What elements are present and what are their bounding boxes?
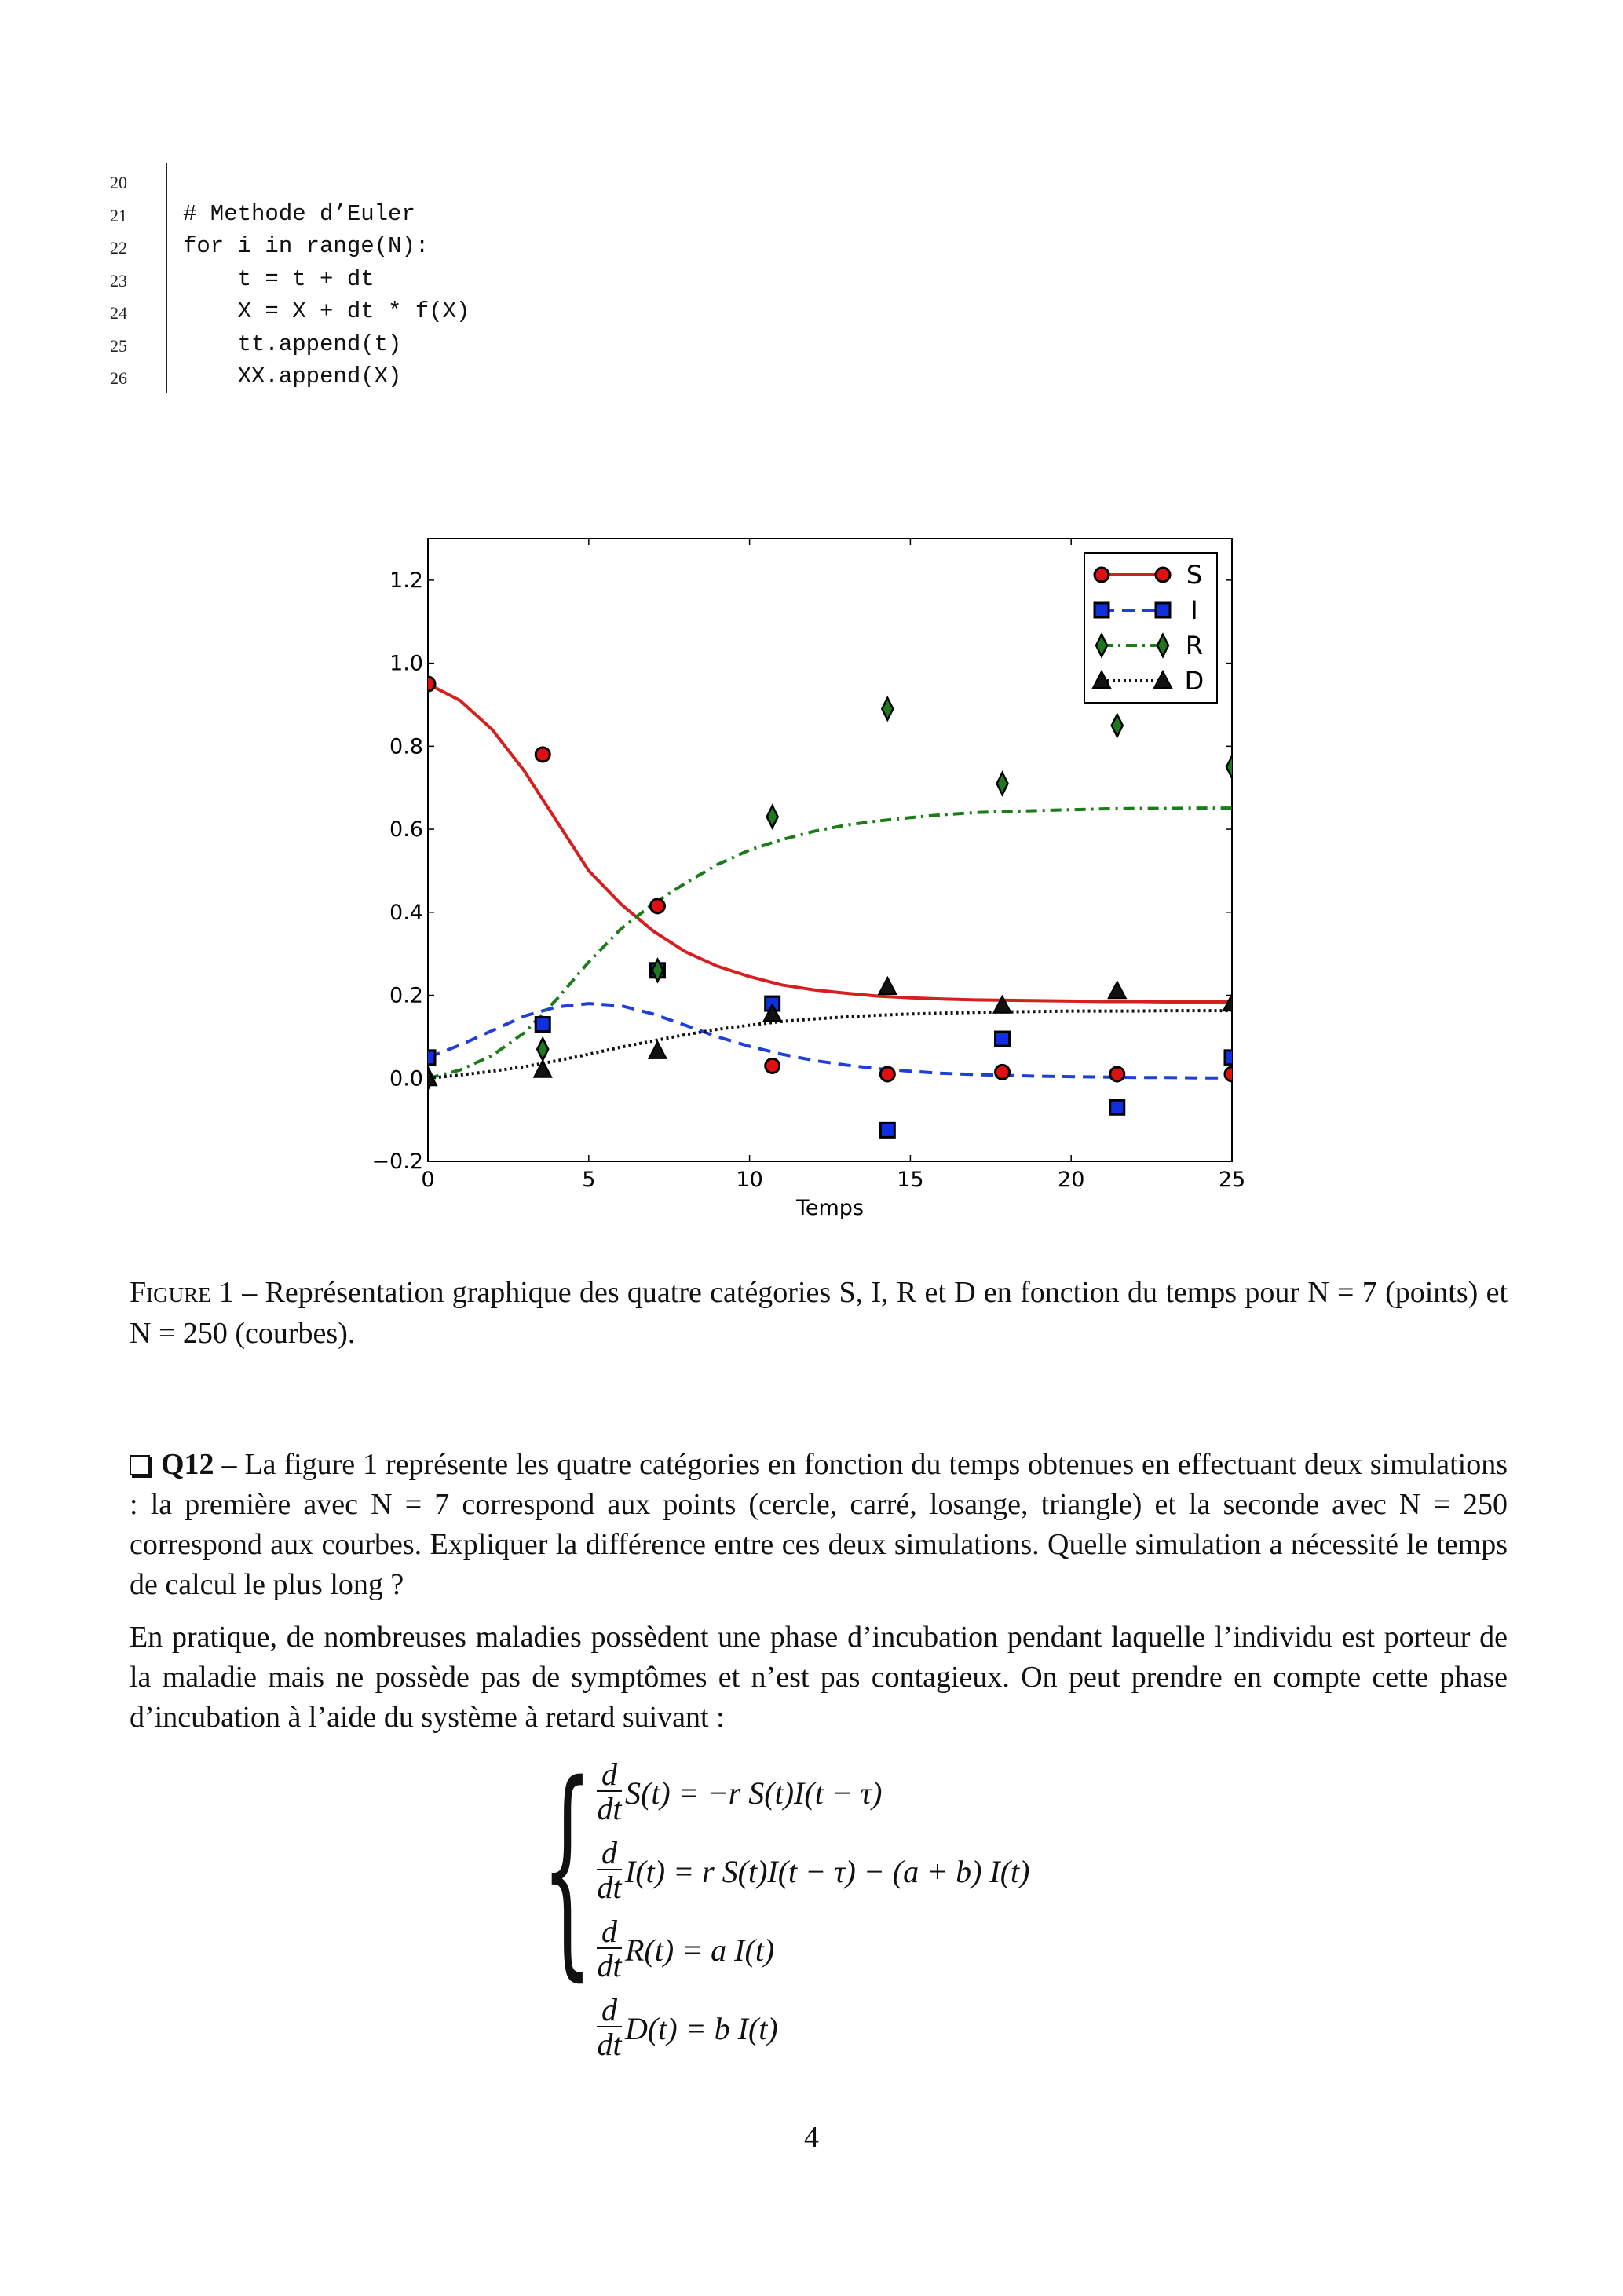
data-point-S: [766, 1058, 780, 1073]
derivative: $\frac{d}{dt}$: [597, 1835, 622, 1905]
line-number: 25: [110, 335, 127, 356]
plot-area: [419, 677, 1241, 1137]
series-curve-I: [428, 1004, 1232, 1078]
y-tick-label: 0.8: [389, 734, 423, 759]
figure-caption: [130, 1272, 1508, 1354]
equation-row: [597, 1916, 774, 1983]
x-tick-label: 0: [421, 1168, 435, 1192]
data-point-I: [880, 1123, 894, 1137]
data-point-R: [767, 806, 778, 828]
y-tick-label: 0.4: [389, 900, 423, 925]
caption-dash: –: [233, 1276, 265, 1309]
data-point-D: [649, 1042, 666, 1058]
y-tick-label: 1.0: [389, 651, 423, 676]
legend-marker: [1156, 603, 1170, 617]
derivative: $\frac{d}{dt}$: [597, 1992, 622, 2062]
data-point-I: [1225, 1051, 1239, 1065]
derivative: $\frac{d}{dt}$: [597, 1757, 622, 1826]
caption-text: Représentation graphique des quatre catégories S, I, R et D en fonction du temps pour N = 7 (points) et N = 250 (courbes).: [130, 1276, 1508, 1350]
y-tick-label: 0.2: [389, 983, 423, 1008]
y-tick-label: 1.2: [389, 568, 423, 593]
data-point-S: [1110, 1067, 1124, 1081]
code-text: t = t + dt: [183, 265, 375, 292]
equation-row: [597, 1994, 778, 2062]
x-axis-label: Temps: [795, 1196, 865, 1220]
figure-label: Figure 1: [130, 1276, 234, 1309]
question-label: Q12: [161, 1448, 214, 1481]
x-tick-label: 25: [1218, 1168, 1246, 1192]
question-text: La figure 1 représente les quatre catégories en fonction du temps obtenues en effectuant deux simulations : la première avec N = 7 correspond aux points (cercle, carré, losange, triangle) et la seconde avec N = 250 correspond aux courbes. Expliquer la différence entre ces deux simulations. Quelle simulation a nécessité le temps de calcul le plus long ?: [130, 1448, 1508, 1601]
code-text: for i in range(N):: [183, 233, 430, 259]
data-point-R: [882, 698, 893, 720]
series-curve-R: [428, 808, 1232, 1078]
data-point-I: [1110, 1100, 1124, 1114]
data-point-R: [537, 1038, 548, 1060]
legend-label: S: [1186, 560, 1203, 590]
series-curve-S: [428, 684, 1232, 1002]
equation-rhs: R(t) = a I(t): [625, 1932, 775, 1968]
line-number: 24: [110, 303, 127, 323]
data-point-D: [1109, 982, 1126, 998]
data-point-S: [880, 1067, 894, 1081]
data-point-S: [996, 1065, 1010, 1079]
x-tick-label: 10: [736, 1168, 763, 1192]
derivative: $\frac{d}{dt}$: [597, 1914, 622, 1983]
data-point-I: [421, 1051, 435, 1065]
intro-paragraph: En pratique, de nombreuses maladies possèdent une phase d’incubation pendant laquelle l’individu est porteur de la maladie mais ne possède pas de symptômes et n’est pas contagieux. On peut prendre en compte cette phase d’incubation à l’aide du système à retard suivant :: [130, 1621, 1508, 1734]
page-number: 4: [804, 2121, 819, 2154]
question-dash: –: [214, 1448, 245, 1481]
line-number: 22: [110, 238, 127, 258]
data-point-R: [997, 773, 1008, 795]
line-number: 20: [110, 173, 127, 192]
legend-label: D: [1184, 666, 1204, 696]
legend-marker: [1095, 568, 1109, 582]
line-number: 23: [110, 270, 127, 291]
y-tick-label: −0.2: [371, 1150, 423, 1174]
data-point-S: [1225, 1067, 1239, 1081]
data-point-D: [879, 978, 896, 994]
data-point-S: [421, 677, 435, 691]
data-point-S: [536, 748, 550, 762]
y-tick-label: 0.6: [389, 817, 423, 843]
code-text: X = X + dt * f(X): [183, 298, 470, 324]
data-point-R: [1112, 715, 1123, 737]
x-tick-label: 20: [1058, 1168, 1085, 1192]
legend-label: R: [1185, 631, 1204, 660]
equation-row: [597, 1759, 882, 1826]
question-q12: [130, 1445, 1508, 1605]
legend-marker: [1156, 568, 1170, 582]
code-text: # Methode d’Euler: [183, 200, 415, 227]
x-tick-label: 5: [582, 1168, 596, 1192]
line-number: 21: [110, 205, 127, 225]
equation-row: [597, 1837, 1029, 1905]
code-text: tt.append(t): [183, 331, 402, 357]
x-tick-label: 15: [897, 1168, 924, 1192]
code-text: XX.append(X): [183, 364, 402, 389]
brace-icon: {: [542, 1736, 593, 2001]
equation-rhs: D(t) = b I(t): [625, 2010, 778, 2046]
equation-rhs: S(t) = −r S(t)I(t − τ): [625, 1775, 883, 1811]
legend-label: I: [1190, 595, 1198, 625]
data-point-I: [536, 1018, 550, 1032]
data-point-S: [650, 899, 664, 913]
y-tick-label: 0.0: [389, 1066, 423, 1091]
data-point-I: [996, 1032, 1010, 1046]
data-point-R: [1226, 756, 1237, 778]
equation-rhs: I(t) = r S(t)I(t − τ) − (a + b) I(t): [625, 1853, 1030, 1889]
line-number: 26: [110, 368, 127, 388]
legend: [1084, 553, 1217, 703]
legend-marker: [1095, 603, 1109, 617]
checkbox-icon: [130, 1455, 150, 1475]
